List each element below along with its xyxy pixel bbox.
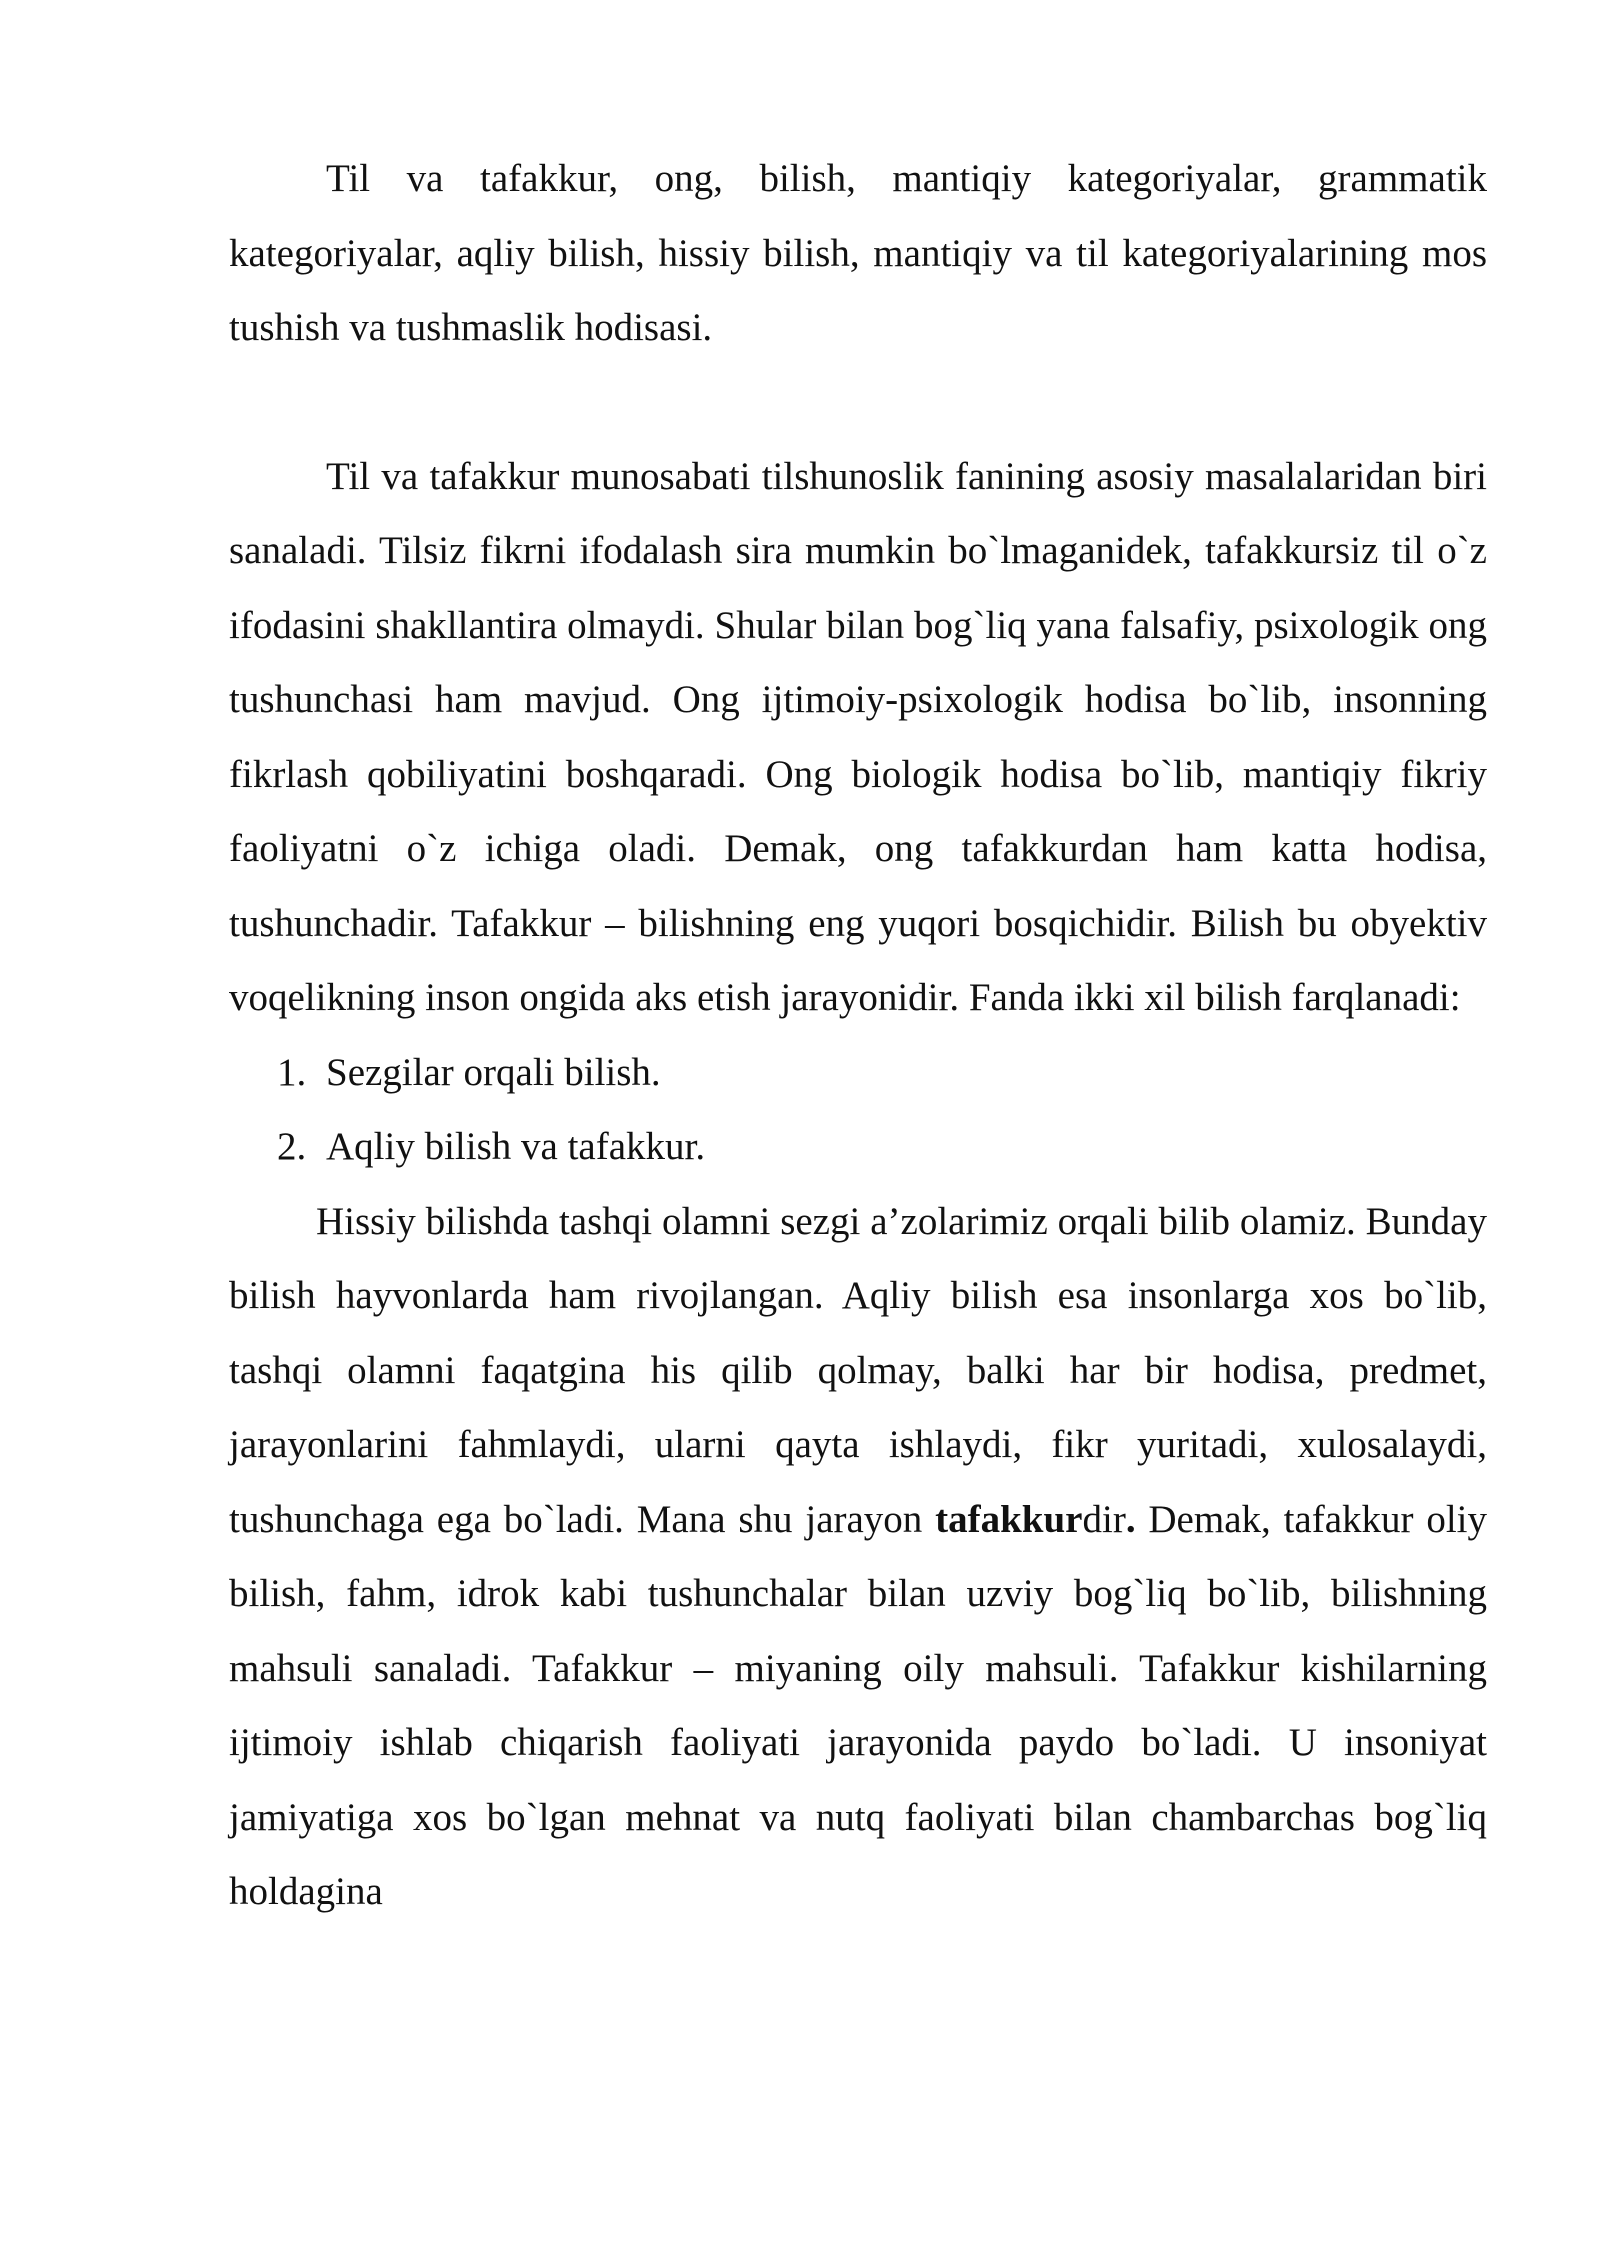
paragraph-text-rest: Demak, tafakkur oliy bilish, fahm, idrok kabi tushunchalar bilan uzviy bog`liq bo`lib, bilishning mahsuli sanaladi. Tafakkur – miyaning oily mahsuli. Tafakkur kishilarning ijtimoiy ishlab chiqarish faoliyati jarayonida paydo bo`ladi. U insoniyat jamiyatiga xos bo`lgan mehnat va nutq faoliyati bilan chambarchas bog`liq holdagina: [229, 1497, 1487, 1913]
paragraph-text: Hissiy bilishda tashqi olamni sezgi a’zolarimiz orqali bilib olamiz. Bunday bilish hayvonlarda ham rivojlangan. Aqliy bilish esa insonlarga xos bo`lib, tashqi olamni faqatgina his qilib qolmay, balki har bir hodisa, predmet, jarayonlarini fahmlaydi, ularni qayta ishlaydi, fikr yuritadi, xulosalaydi, tushunchaga ega bo`ladi. Mana shu jarayon: [229, 1199, 1487, 1541]
bold-period: .: [1125, 1497, 1136, 1541]
term-suffix: dir: [1082, 1497, 1126, 1541]
keywords-paragraph: Til va tafakkur, ong, bilish, mantiqiy kategoriyalar, grammatik kategoriyalar, aqliy bilish, hissiy bilish, mantiqiy va til kategoriyalarining mos tushish va tushmaslik hodisasi.: [229, 157, 1487, 349]
numbered-list: [229, 1036, 1487, 1185]
document-page: [229, 142, 1487, 1930]
body-paragraph-1: Til va tafakkur munosabati tilshunoslik fanining asosiy masalalaridan biri sanaladi. Tilsiz fikrni ifodalash sira mumkin bo`lmaganidek, tafakkursiz til o`z ifodasini shakllantira olmaydi. Shular bilan bog`liq yana falsafiy, psixologik ong tushunchasi ham mavjud. Ong ijtimoiy-psixologik hodisa bo`lib, insonning fikrlash qobiliyatini boshqaradi. Ong biologik hodisa bo`lib, mantiqiy fikriy faoliyatni o`z ichiga oladi. Demak, ong tafakkurdan ham katta hodisa, tushunchadir. Tafakkur – bilishning eng yuqori bosqichidir. Bilish bu obyektiv voqelikning inson ongida aks etish jarayonidir. Fanda ikki xil bilish farqlanadi:: [229, 454, 1487, 1019]
list-item: [229, 1036, 1487, 1111]
list-item-number: 1.: [277, 1050, 307, 1094]
list-item-text: Aqliy bilish va tafakkur.: [326, 1125, 706, 1168]
bold-term: tafakkur: [935, 1497, 1083, 1541]
list-item: [229, 1110, 1487, 1185]
list-item-text: Sezgilar orqali bilish.: [326, 1050, 661, 1094]
body-paragraph-2: [229, 1185, 1487, 1930]
list-item-number: 2.: [277, 1125, 307, 1168]
